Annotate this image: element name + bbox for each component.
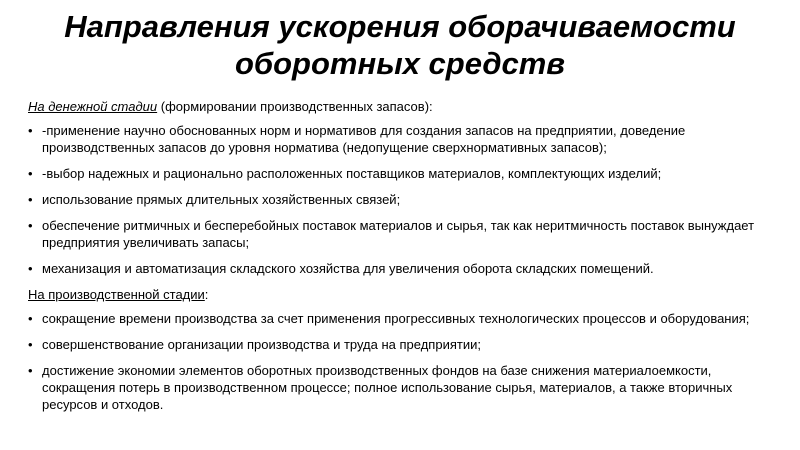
section-heading-rest: (формировании производственных запасов): <box>157 99 433 114</box>
bullet-icon: • <box>28 123 33 138</box>
list-item <box>28 122 780 156</box>
list-item <box>28 165 780 182</box>
section-heading-production-stage <box>28 286 780 303</box>
list-item <box>28 260 780 277</box>
page-title: Направления ускорения оборачиваемости оборотных средств <box>64 9 736 81</box>
bullet-icon: • <box>28 311 33 326</box>
bullet-list-production-stage <box>28 310 780 413</box>
slide-content <box>28 98 780 422</box>
bullet-icon: • <box>28 218 33 233</box>
section-heading-underlined: На денежной стадии <box>28 99 158 114</box>
list-item <box>28 217 780 251</box>
bullet-icon: • <box>28 192 33 207</box>
list-item-text: сокращение времени производства за счет применения прогрессивных технологических процессов и оборудования; <box>42 311 750 326</box>
section-heading-monetary-stage <box>28 98 780 115</box>
bullet-icon: • <box>28 166 33 181</box>
list-item-text: использование прямых длительных хозяйственных связей; <box>42 192 401 207</box>
bullet-icon: • <box>28 363 33 378</box>
list-item-text: обеспечение ритмичных и бесперебойных поставок материалов и сырья, так как неритмичность поставок вынуждает предприятия увеличивать запасы; <box>42 218 755 250</box>
list-item-text: -выбор надежных и рационально расположенных поставщиков материалов, комплектующих изделий; <box>42 166 662 181</box>
section-heading-underlined: На производственной стадии <box>28 287 205 302</box>
list-item-text: совершенствование организации производства и труда на предприятии; <box>42 337 481 352</box>
bullet-icon: • <box>28 337 33 352</box>
list-item-text: механизация и автоматизация складского хозяйства для увеличения оборота складских помещений. <box>42 261 654 276</box>
list-item <box>28 191 780 208</box>
list-item-text: достижение экономии элементов оборотных производственных фондов на базе снижения материалоемкости, сокращения потерь в производственном процессе; полное использование сырья, материалов, а также вторичных ресурсов и отходов. <box>42 363 733 412</box>
list-item <box>28 336 780 353</box>
section-heading-rest: : <box>204 287 209 302</box>
list-item-text: -применение научно обоснованных норм и нормативов для создания запасов на предприятии, доведение производственных запасов до уровня норматива (недопущение сверхнормативных запасов); <box>42 123 686 155</box>
list-item <box>28 362 780 413</box>
bullet-icon: • <box>28 261 33 276</box>
list-item <box>28 310 780 327</box>
bullet-list-monetary-stage <box>28 122 780 277</box>
